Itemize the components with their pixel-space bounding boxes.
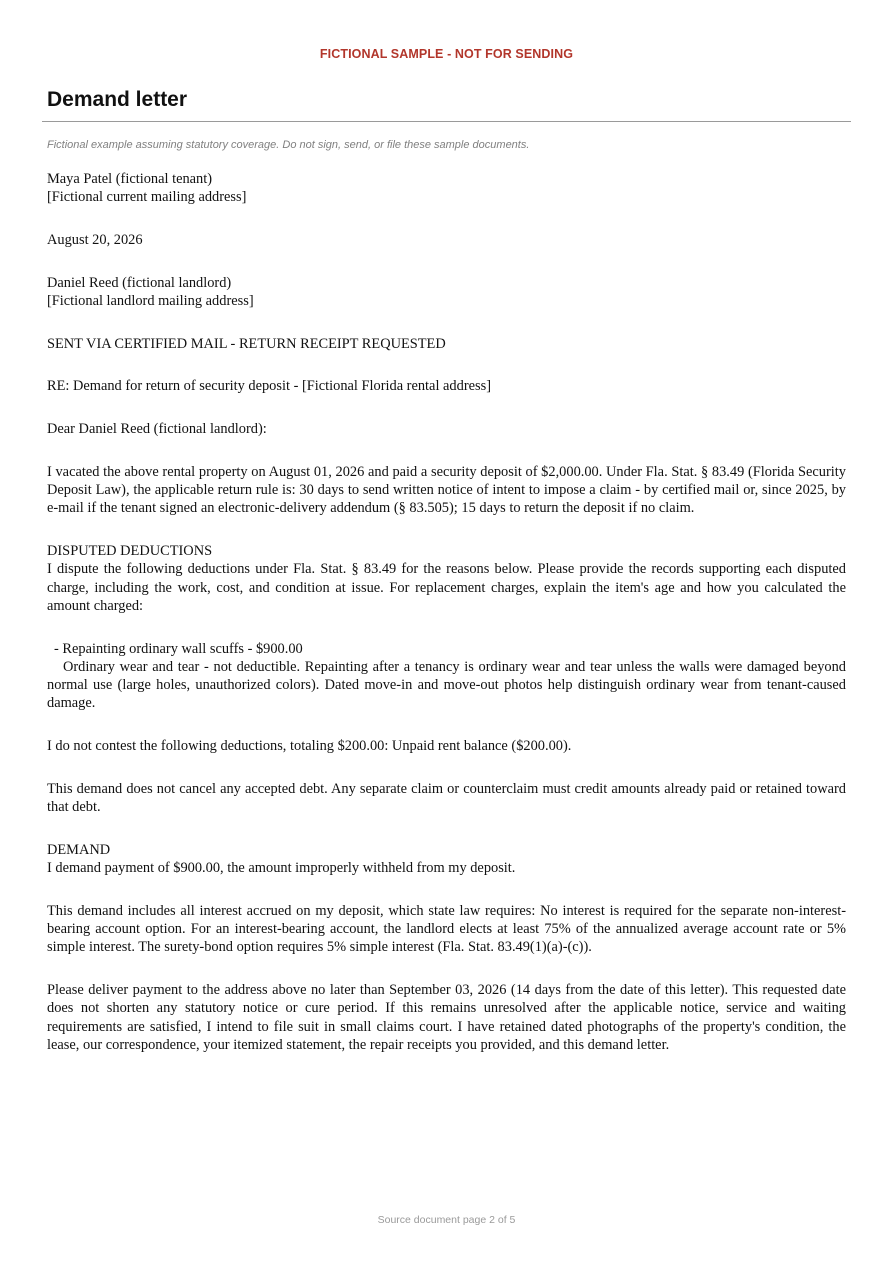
sender-block	[47, 170, 846, 207]
disputed-text: I dispute the following deductions under Fla. Stat. § 83.49 for the reasons below. Please provide the records supporting each disputed charge, including the work, cost, and condition at issue. For replacement charges, explain the item's age and how you calculated the amount charged:	[47, 561, 846, 614]
disputed-heading: DISPUTED DEDUCTIONS	[47, 543, 213, 559]
disclaimer-text: Fictional example assuming statutory coverage. Do not sign, send, or file these sample documents.	[47, 139, 530, 151]
letter-body	[47, 170, 846, 1079]
intro-paragraph: I vacated the above rental property on August 01, 2026 and paid a security deposit of $2,000.00. Under Fla. Stat. § 83.49 (Florida Security Deposit Law), the applicable return rule is: 30 days to send written notice of intent to impose a claim - by certified mail or, since 2025, by e-mail if the tenant signed an electronic-delivery addendum (§ 83.505); 15 days to return the deposit if no claim.	[47, 463, 846, 517]
deduction-item-title: - Repainting ordinary wall scuffs - $900.00	[54, 640, 303, 657]
recipient-block	[47, 274, 846, 311]
page-title: Demand letter	[47, 88, 188, 111]
subject-line: RE: Demand for return of security deposit - [Fictional Florida rental address]	[47, 378, 491, 395]
uncontested-paragraph: I do not contest the following deductions, totaling $200.00: Unpaid rent balance ($200.00).	[47, 738, 572, 755]
demand-heading: DEMAND	[47, 841, 111, 858]
debt-paragraph: This demand does not cancel any accepted debt. Any separate claim or counterclaim must credit amounts already paid or retained toward that debt.	[47, 780, 846, 816]
demand-text: I demand payment of $900.00, the amount improperly withheld from my deposit.	[47, 860, 516, 877]
salutation: Dear Daniel Reed (fictional landlord):	[47, 421, 267, 438]
sender-name: Maya Patel (fictional tenant)	[47, 171, 213, 187]
disputed-section	[47, 542, 846, 615]
interest-paragraph: This demand includes all interest accrued on my deposit, which state law requires: No interest is required for the separate non-interest-bearing account option. For an interest-bearing account, the landlord elects at least 75% of the annualized average account rate or 5% simple interest. The surety-bond option requires 5% simple interest (Fla. Stat. 83.49(1)(a)-(c)).	[47, 902, 846, 956]
closing-paragraph: Please deliver payment to the address above no later than September 03, 2026 (14 days from the date of this letter). This requested date does not shorten any statutory notice or cure period. If this remains unresolved after the applicable notice, service and waiting requirements are satisfied, I intend to file suit in small claims court. I have retained dated photographs of the property's condition, the lease, our correspondence, your itemized statement, the repair receipts you provided, and this demand letter.	[47, 982, 846, 1053]
deduction-item-note: Ordinary wear and tear - not deductible. Repainting after a tenancy is ordinary wear and tear unless the walls were damaged beyond normal use (large holes, unauthorized colors). Dated move-in and move-out photos help distinguish ordinary wear from tenant-caused damage.	[47, 658, 846, 712]
demand-section	[47, 841, 846, 878]
sender-address: [Fictional current mailing address]	[47, 189, 247, 206]
deduction-entry	[47, 640, 846, 713]
recipient-name: Daniel Reed (fictional landlord)	[47, 274, 232, 291]
letter-date: August 20, 2026	[47, 231, 143, 248]
sample-banner: FICTIONAL SAMPLE - NOT FOR SENDING	[319, 47, 574, 61]
page-footer: Source document page 2 of 5	[377, 1214, 516, 1226]
recipient-address: [Fictional landlord mailing address]	[47, 292, 254, 309]
title-divider	[42, 121, 851, 122]
delivery-method: SENT VIA CERTIFIED MAIL - RETURN RECEIPT REQUESTED	[47, 335, 446, 352]
